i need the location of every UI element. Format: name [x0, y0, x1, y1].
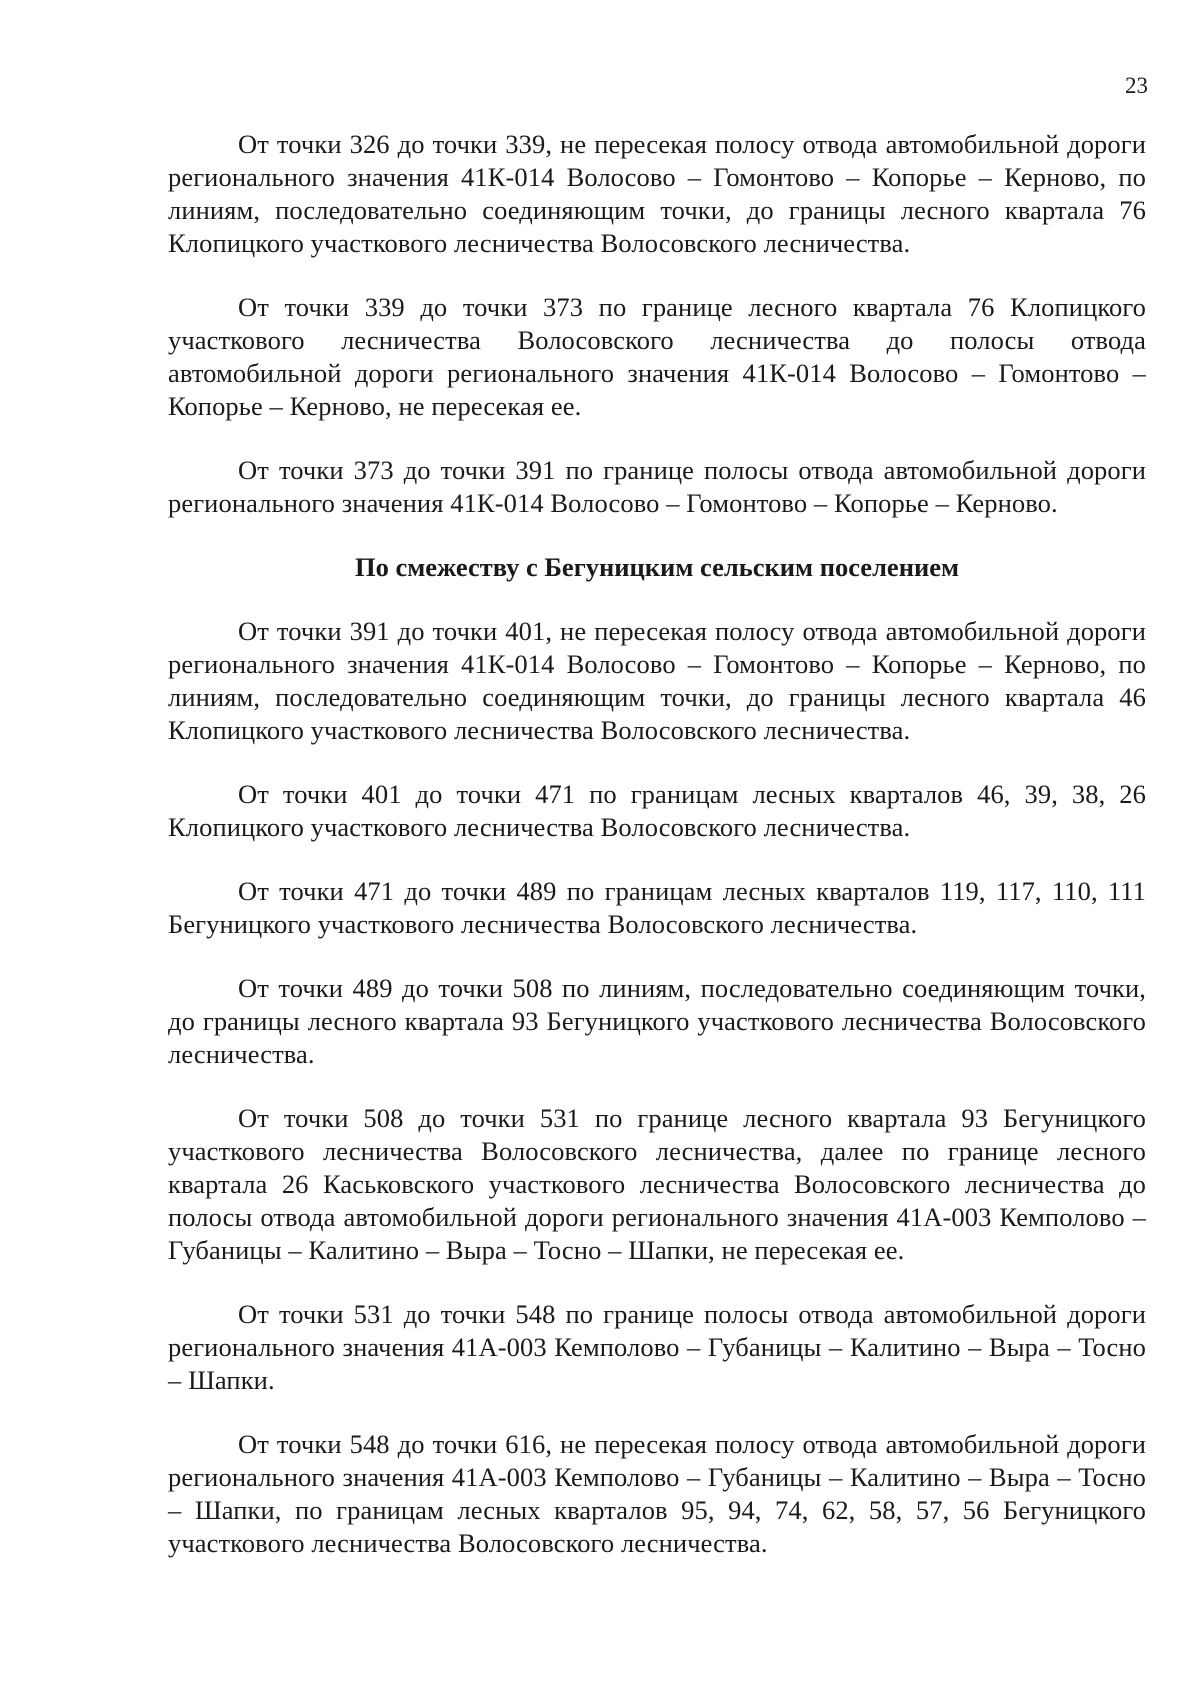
paragraph: От точки 391 до точки 401, не пересекая полосу отвода автомобильной дороги регионального значения 41К-014 Волосово – Гомонтово – Копорье – Керново, по линиям, последовательно соединяющим точки, до границы лесного квартала 46 Клопицкого участкового лесничества Волосовского лесничества.	[168, 616, 1146, 745]
paragraph: От точки 326 до точки 339, не пересекая полосу отвода автомобильной дороги регионального значения 41К-014 Волосово – Гомонтово – Копорье – Керново, по линиям, последовательно соединяющим точки, до границы лесного квартала 76 Клопицкого участкового лесничества Волосовского лесничества.	[168, 129, 1146, 258]
paragraph: От точки 401 до точки 471 по границам лесных кварталов 46, 39, 38, 26 Клопицкого участкового лесничества Волосовского лесничества.	[168, 779, 1146, 842]
page-number: 23	[1125, 73, 1148, 98]
paragraph: От точки 373 до точки 391 по границе полосы отвода автомобильной дороги регионального значения 41К-014 Волосово – Гомонтово – Копорье – Керново.	[168, 455, 1146, 518]
paragraph: От точки 508 до точки 531 по границе лесного квартала 93 Бегуницкого участкового лесничества Волосовского лесничества, далее по границе лесного квартала 26 Каськовского участкового лесничества Волосовского лесничества до полосы отвода автомобильной дороги регионального значения 41А-003 Кемполово – Губаницы – Калитино – Выра – Тосно – Шапки, не пересекая ее.	[168, 1103, 1146, 1265]
paragraph: От точки 531 до точки 548 по границе полосы отвода автомобильной дороги регионального значения 41А-003 Кемполово – Губаницы – Калитино – Выра – Тосно – Шапки.	[168, 1299, 1146, 1395]
paragraph: От точки 471 до точки 489 по границам лесных кварталов 119, 117, 110, 111 Бегуницкого участкового лесничества Волосовского лесничества.	[168, 876, 1146, 939]
paragraph: От точки 339 до точки 373 по границе лесного квартала 76 Клопицкого участкового лесничества Волосовского лесничества до полосы отвода автомобильной дороги регионального значения 41К-014 Волосово – Гомонтово – Копорье – Керново, не пересекая ее.	[168, 292, 1146, 421]
paragraph: От точки 489 до точки 508 по линиям, последовательно соединяющим точки, до границы лесного квартала 93 Бегуницкого участкового лесничества Волосовского лесничества.	[168, 973, 1146, 1069]
document-body	[168, 128, 1146, 1591]
section-heading: По смежеству с Бегуницким сельским поселением	[354, 552, 960, 582]
paragraph: От точки 548 до точки 616, не пересекая полосу отвода автомобильной дороги регионального значения 41А-003 Кемполово – Губаницы – Калитино – Выра – Тосно – Шапки, по границам лесных кварталов 95, 94, 74, 62, 58, 57, 56 Бегуницкого участкового лесничества Волосовского лесничества.	[168, 1429, 1146, 1558]
